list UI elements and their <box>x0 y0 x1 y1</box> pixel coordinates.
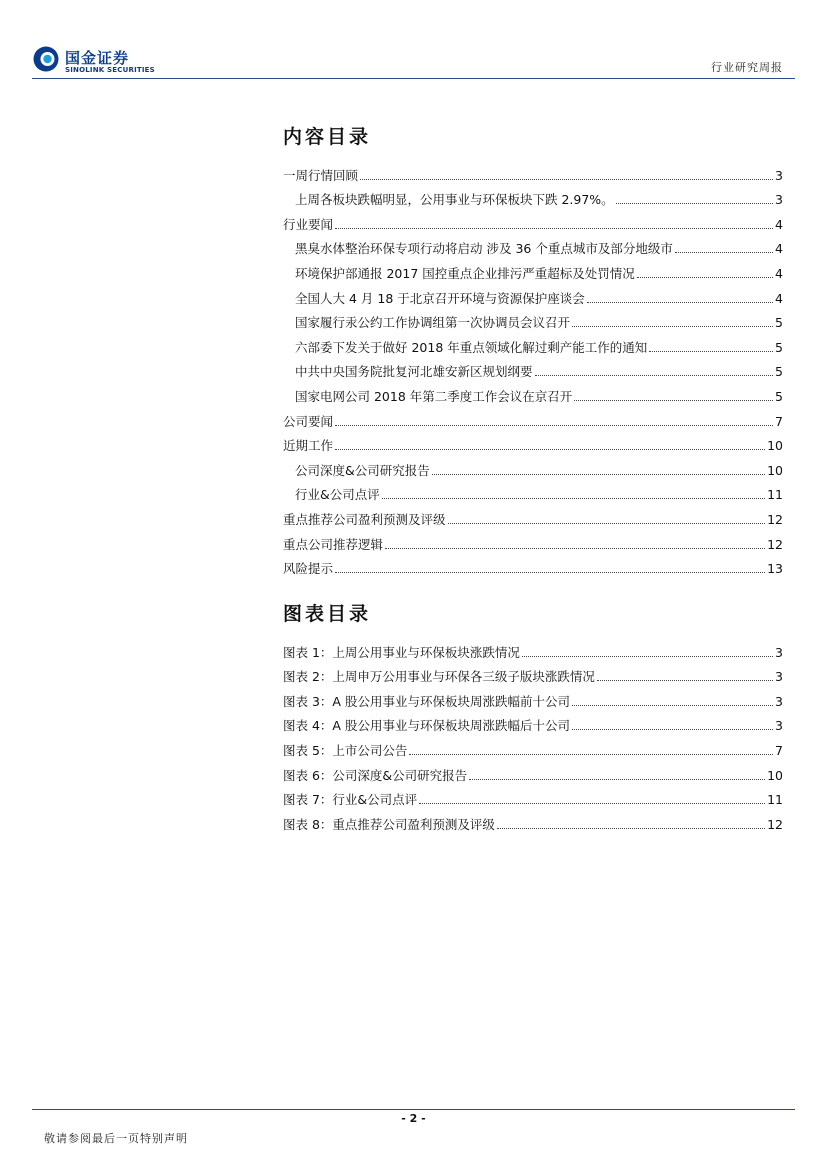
footer-divider <box>32 1109 795 1110</box>
toc-page-number: 12 <box>767 816 783 832</box>
toc-entry-text: 图表 2：上周申万公用事业与环保各三级子版块涨跌情况 <box>283 669 595 685</box>
toc-page-number: 12 <box>767 511 783 527</box>
toc-page-number: 4 <box>775 241 783 257</box>
toc-entry-text: 图表 1：上周公用事业与环保板块涨跌情况 <box>283 644 520 660</box>
contents-list <box>283 159 783 577</box>
figure-entry[interactable] <box>283 661 783 686</box>
toc-entry[interactable] <box>283 307 783 332</box>
toc-entry-text: 国家履行汞公约工作协调组第一次协调员会议召开 <box>295 315 571 331</box>
toc-entry[interactable] <box>283 553 783 578</box>
toc-page-number: 13 <box>767 561 783 577</box>
toc-page-number: 3 <box>775 669 783 685</box>
toc-page-number: 7 <box>775 742 783 758</box>
toc-entry-text: 行业要闻 <box>283 216 334 232</box>
toc-entry[interactable] <box>283 282 783 307</box>
toc-entry-text: 风险提示 <box>283 561 334 577</box>
toc-entry[interactable] <box>283 184 783 209</box>
toc-leader-dots <box>574 400 773 401</box>
toc-entry-text: 中共中央国务院批复河北雄安新区规划纲要 <box>295 364 533 380</box>
toc-entry[interactable] <box>283 208 783 233</box>
toc-entry[interactable] <box>283 479 783 504</box>
figure-entry[interactable] <box>283 636 783 661</box>
figure-entry[interactable] <box>283 734 783 759</box>
figure-entry[interactable] <box>283 685 783 710</box>
toc-leader-dots <box>432 474 765 475</box>
toc-leader-dots <box>616 203 773 204</box>
logo-text-en: SINOLINK SECURITIES <box>65 66 155 74</box>
toc-page-number: 5 <box>775 388 783 404</box>
figures-toc <box>283 599 783 833</box>
figure-entry[interactable] <box>283 808 783 833</box>
toc-leader-dots <box>419 803 765 804</box>
toc-entry-text: 图表 5：上市公司公告 <box>283 742 408 758</box>
toc-entry-text: 图表 3：A 股公用事业与环保板块周涨跌幅前十公司 <box>283 693 570 709</box>
toc-page-number: 10 <box>767 438 783 454</box>
toc-entry[interactable] <box>283 405 783 430</box>
toc-leader-dots <box>535 375 774 376</box>
toc-entry-text: 重点公司推荐逻辑 <box>283 536 384 552</box>
toc-page-number: 4 <box>775 216 783 232</box>
toc-page-number: 10 <box>767 462 783 478</box>
toc-entry-text: 重点推荐公司盈利预测及评级 <box>283 511 446 527</box>
toc-entry-text: 国家电网公司 2018 年第二季度工作会议在京召开 <box>295 388 573 404</box>
toc-leader-dots <box>572 326 773 327</box>
toc-entry[interactable] <box>283 430 783 455</box>
toc-entry[interactable] <box>283 503 783 528</box>
toc-page-number: 3 <box>775 644 783 660</box>
toc-entry[interactable] <box>283 331 783 356</box>
toc-entry-text: 六部委下发关于做好 2018 年重点领域化解过剩产能工作的通知 <box>295 339 648 355</box>
toc-page-number: 3 <box>775 693 783 709</box>
toc-entry-text: 近期工作 <box>283 438 334 454</box>
toc-entry-text: 图表 6：公司深度&公司研究报告 <box>283 767 468 783</box>
toc-leader-dots <box>637 277 773 278</box>
toc-page-number: 3 <box>775 167 783 183</box>
toc-leader-dots <box>597 680 773 681</box>
toc-leader-dots <box>382 498 765 499</box>
figure-entry[interactable] <box>283 759 783 784</box>
toc-page-number: 10 <box>767 767 783 783</box>
toc-leader-dots <box>522 656 773 657</box>
toc-entry-text: 公司深度&公司研究报告 <box>295 462 430 478</box>
toc-leader-dots <box>409 754 773 755</box>
toc-page-number: 11 <box>767 487 783 503</box>
toc-leader-dots <box>572 705 773 706</box>
toc-entry-text: 一周行情回顾 <box>283 167 359 183</box>
toc-entry-text: 全国人大 4 月 18 于北京召开环境与资源保护座谈会 <box>295 290 585 306</box>
toc-page-number: 12 <box>767 536 783 552</box>
company-logo <box>32 44 162 78</box>
toc-page-number: 3 <box>775 192 783 208</box>
disclaimer-text: 敬请参阅最后一页特别声明 <box>44 1132 188 1145</box>
toc-leader-dots <box>448 523 766 524</box>
toc-page-number: 7 <box>775 413 783 429</box>
toc-entry[interactable] <box>283 257 783 282</box>
toc-leader-dots <box>360 179 773 180</box>
toc-entry[interactable] <box>283 159 783 184</box>
toc-entry-text: 图表 7：行业&公司点评 <box>283 792 418 808</box>
sinolink-logo-icon <box>32 45 60 73</box>
toc-leader-dots <box>335 425 773 426</box>
figure-entry[interactable] <box>283 784 783 809</box>
toc-page-number: 4 <box>775 265 783 281</box>
toc-entry[interactable] <box>283 356 783 381</box>
toc-leader-dots <box>497 828 765 829</box>
toc-page-number: 5 <box>775 339 783 355</box>
toc-page-number: 3 <box>775 718 783 734</box>
toc-entry-text: 行业&公司点评 <box>295 487 380 503</box>
toc-entry[interactable] <box>283 233 783 258</box>
toc-leader-dots <box>335 449 765 450</box>
toc-leader-dots <box>572 729 773 730</box>
toc-entry-text: 公司要闻 <box>283 413 334 429</box>
toc-leader-dots <box>675 252 773 253</box>
contents-title: 内容目录 <box>283 126 372 148</box>
toc-entry-text: 黑臭水体整治环保专项行动将启动 涉及 36 个重点城市及部分地级市 <box>295 241 673 257</box>
toc-leader-dots <box>335 228 773 229</box>
toc-entry-text: 环境保护部通报 2017 国控重点企业排污严重超标及处罚情况 <box>295 265 635 281</box>
contents-toc <box>283 122 783 577</box>
document-type: 行业研究周报 <box>711 61 783 74</box>
toc-entry-text: 图表 8：重点推荐公司盈利预测及评级 <box>283 816 495 832</box>
toc-page-number: 5 <box>775 315 783 331</box>
toc-leader-dots <box>335 572 765 573</box>
toc-entry[interactable] <box>283 528 783 553</box>
toc-entry-text: 上周各板块跌幅明显，公用事业与环保板块下跌 2.97%。 <box>295 192 614 208</box>
toc-leader-dots <box>385 548 765 549</box>
figure-entry[interactable] <box>283 710 783 735</box>
toc-entry[interactable] <box>283 380 783 405</box>
figures-list <box>283 636 783 833</box>
toc-page-number: 4 <box>775 290 783 306</box>
toc-leader-dots <box>649 351 773 352</box>
toc-page-number: 11 <box>767 792 783 808</box>
toc-entry-text: 图表 4：A 股公用事业与环保板块周涨跌幅后十公司 <box>283 718 570 734</box>
toc-leader-dots <box>587 302 773 303</box>
toc-entry[interactable] <box>283 454 783 479</box>
toc-page-number: 5 <box>775 364 783 380</box>
page-header <box>0 0 827 82</box>
header-divider <box>32 78 795 79</box>
page-number: - 2 - <box>401 1112 426 1125</box>
logo-text-cn: 国金证券 <box>65 49 130 67</box>
toc-leader-dots <box>469 779 765 780</box>
figures-title: 图表目录 <box>283 603 372 625</box>
